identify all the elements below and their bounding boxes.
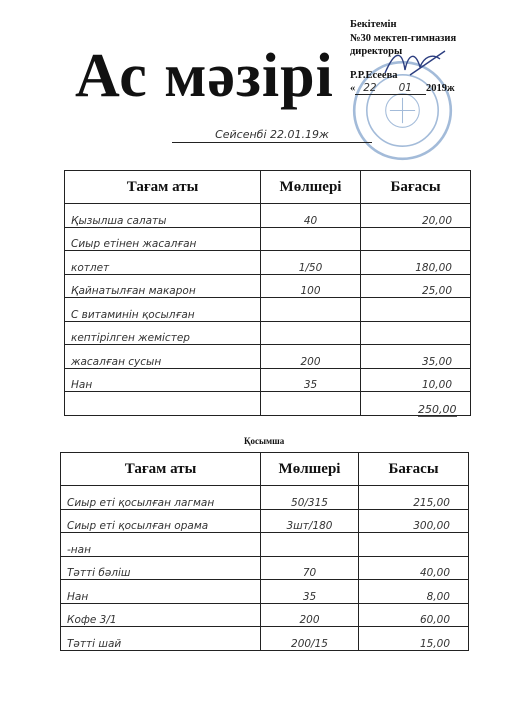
table-row — [65, 321, 471, 345]
approval-date — [350, 82, 500, 96]
dish-name: Кофе 3/1 — [61, 603, 261, 627]
dish-amount: 100 — [261, 274, 361, 298]
table-header-row — [61, 453, 469, 486]
dish-price — [361, 298, 471, 322]
approval-name: Р.Р.Есеева — [350, 69, 398, 81]
table-row — [61, 486, 469, 510]
dish-price: 180,00 — [361, 251, 471, 275]
dish-amount: 200 — [261, 603, 359, 627]
dish-amount: 200 — [261, 345, 361, 369]
dish-name — [65, 392, 261, 416]
dish-amount — [261, 227, 361, 251]
date-quote: « — [350, 83, 356, 94]
dish-name: Сиыр етінен жасалған — [65, 227, 261, 251]
dish-price — [359, 533, 469, 557]
extra-menu-table — [60, 452, 469, 651]
section-label-extra: Қосымша — [244, 436, 285, 446]
table-row — [65, 345, 471, 369]
dish-price: 8,00 — [359, 580, 469, 604]
header-amount: Мөлшері — [261, 453, 359, 486]
page-title: Ас мәзірі — [75, 42, 334, 110]
table-row — [61, 509, 469, 533]
dish-name: Сиыр еті қосылған лагман — [61, 486, 261, 510]
approval-line-1: Бекітемін — [350, 19, 397, 30]
dish-name: Нан — [61, 580, 261, 604]
dish-price: 25,00 — [361, 274, 471, 298]
dish-name: котлет — [65, 251, 261, 275]
table-header-row — [65, 171, 471, 204]
dish-name: -нан — [61, 533, 261, 557]
header-price: Бағасы — [361, 171, 471, 204]
approval-line-3: директоры — [350, 46, 403, 57]
approval-block — [350, 18, 500, 96]
table-row — [61, 603, 469, 627]
dish-amount: 35 — [261, 580, 359, 604]
table-row — [65, 298, 471, 322]
dish-name: Қызылша салаты — [65, 204, 261, 228]
header-price: Бағасы — [359, 453, 469, 486]
main-menu-table — [64, 170, 471, 416]
main-total: 250,00 — [418, 403, 457, 416]
dish-amount: 1/50 — [261, 251, 361, 275]
dish-price: 15,00 — [359, 627, 469, 651]
dish-amount — [261, 298, 361, 322]
dish-name: Тәтті бәліш — [61, 556, 261, 580]
header-dish-name: Тағам аты — [65, 171, 261, 204]
dish-amount: 70 — [261, 556, 359, 580]
dish-amount — [261, 533, 359, 557]
table-row — [65, 251, 471, 275]
dish-price: 35,00 — [361, 345, 471, 369]
header-dish-name: Тағам аты — [61, 453, 261, 486]
dish-name: С витаминін қосылған — [65, 298, 261, 322]
dish-amount: 3шт/180 — [261, 509, 359, 533]
table-row — [61, 556, 469, 580]
dish-amount — [261, 392, 361, 416]
table-row — [61, 580, 469, 604]
date-day: 22 — [355, 82, 384, 95]
dish-price: 215,00 — [359, 486, 469, 510]
dish-amount: 200/15 — [261, 627, 359, 651]
dish-price: 60,00 — [359, 603, 469, 627]
table-row — [61, 533, 469, 557]
date-year: 2019ж — [426, 83, 455, 94]
table-row — [65, 274, 471, 298]
dish-price: 20,00 — [361, 204, 471, 228]
dish-price — [361, 321, 471, 345]
table-row — [65, 392, 471, 416]
header-amount: Мөлшері — [261, 171, 361, 204]
day-date-line: Сейсенбі 22.01.19ж — [172, 128, 372, 143]
dish-name: Тәтті шай — [61, 627, 261, 651]
dish-amount: 50/315 — [261, 486, 359, 510]
dish-price: 40,00 — [359, 556, 469, 580]
dish-price — [361, 227, 471, 251]
dish-price: 300,00 — [359, 509, 469, 533]
approval-line-2: №30 мектеп-гимназия — [350, 32, 457, 44]
dish-name: жасалған сусын — [65, 345, 261, 369]
dish-price: 10,00 — [361, 368, 471, 392]
dish-name: Қайнатылған макарон — [65, 274, 261, 298]
dish-amount: 35 — [261, 368, 361, 392]
table-row — [65, 227, 471, 251]
dish-amount — [261, 321, 361, 345]
dish-name: Сиыр еті қосылған орама — [61, 509, 261, 533]
table-row — [65, 204, 471, 228]
table-row — [61, 627, 469, 651]
dish-amount: 40 — [261, 204, 361, 228]
date-month: 01 — [385, 82, 426, 95]
table-row — [65, 368, 471, 392]
dish-name: Нан — [65, 368, 261, 392]
dish-name: кептірілген жемістер — [65, 321, 261, 345]
